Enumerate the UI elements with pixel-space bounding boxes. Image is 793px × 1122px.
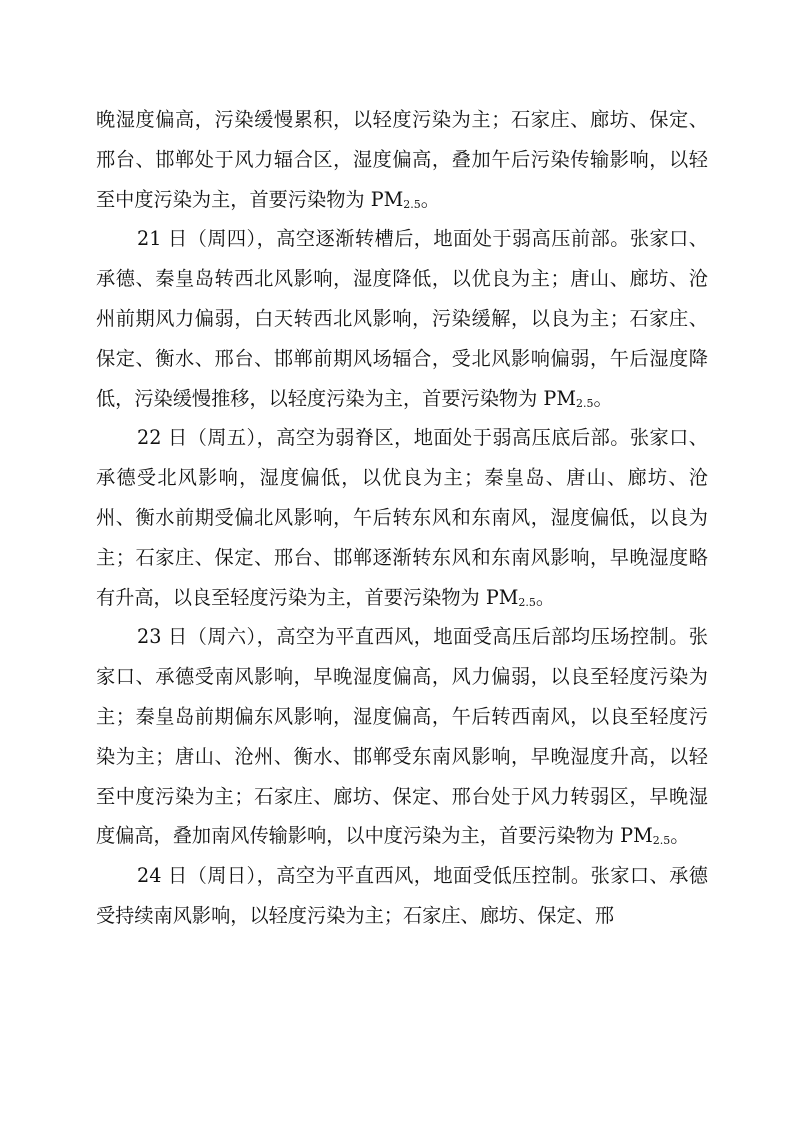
paragraph-text: 晚湿度偏高，污染缓慢累积，以轻度污染为主；石家庄、廊坊、保定、邢台、邯郸处于风力辐合区，湿度偏高，叠加午后污染传输影响，以轻至中度污染为主，首要污染物为 PM: [96, 108, 708, 211]
paragraph-text: 23 日（周六），高空为平直西风，地面受高压后部均压场控制。张家口、承德受南风影响，早晚湿度偏高，风力偏弱，以良至轻度污染为主；秦皇岛前期偏东风影响，湿度偏高，午后转西南风，以良至轻度污染为主；唐山、沧州、衡水、邯郸受东南风影响，早晚湿度升高，以轻至中度污染为主；石家庄、廊坊、保定、邢台处于风力转弱区，早晚湿度偏高，叠加南风传输影响，以中度污染为主，首要污染物为 PM: [96, 625, 708, 848]
paragraph-continuation: [96, 100, 708, 219]
paragraph-text: 21 日（周四），高空逐渐转槽后，地面处于弱高压前部。张家口、承德、秦皇岛转西北风影响，湿度降低，以优良为主；唐山、廊坊、沧州前期风力偏弱，白天转西北风影响，污染缓解，以良为主；石家庄、保定、衡水、邢台、邯郸前期风场辐合，受北风影响偏弱，午后湿度降低，污染缓慢推移，以轻度污染为主，首要污染物为 PM: [96, 227, 708, 410]
paragraph-tail: 。: [420, 187, 440, 211]
pm-subscript: 2.5: [652, 834, 671, 848]
pm-subscript: 2.5: [575, 396, 594, 410]
document-page: [96, 100, 708, 936]
paragraph-day-21: [96, 219, 708, 418]
paragraph-text: 24 日（周日），高空为平直西风，地面受低压控制。张家口、承德受持续南风影响，以轻度污染为主；石家庄、廊坊、保定、邢: [96, 864, 708, 927]
paragraph-tail: 。: [535, 585, 556, 609]
pm-subscript: 2.5: [403, 197, 421, 211]
paragraph-text: 22 日（周五），高空为弱脊区，地面处于弱高压底后部。张家口、承德受北风影响，湿度偏低，以优良为主；秦皇岛、唐山、廊坊、沧州、衡水前期受偏北风影响，午后转东风和东南风，湿度偏低，以良为主；石家庄、保定、邢台、邯郸逐渐转东风和东南风影响，早晚湿度略有升高，以良至轻度污染为主，首要污染物为 PM: [96, 426, 708, 609]
paragraph-day-23: [96, 617, 708, 856]
paragraph-day-24: [96, 856, 708, 936]
paragraph-day-22: [96, 418, 708, 617]
paragraph-tail: 。: [670, 824, 690, 848]
paragraph-tail: 。: [593, 386, 613, 410]
pm-subscript: 2.5: [518, 595, 536, 609]
